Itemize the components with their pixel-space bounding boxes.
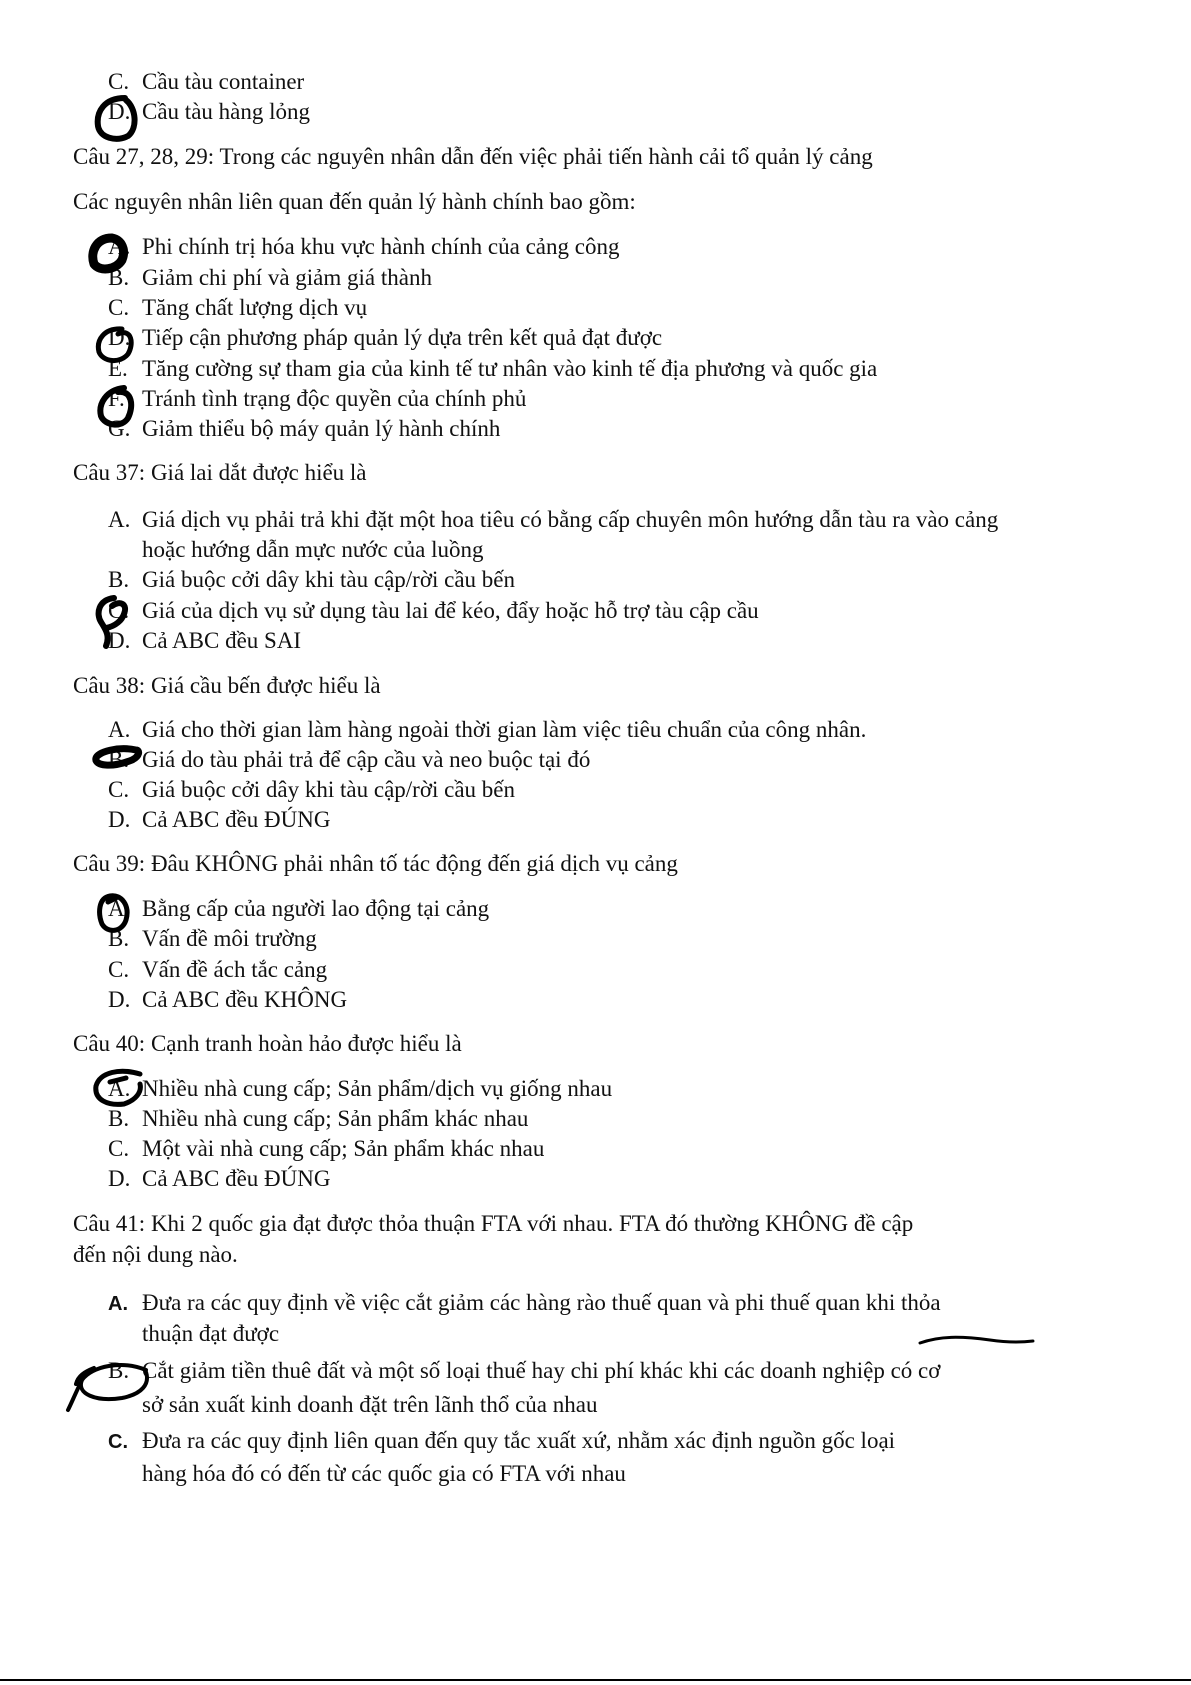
list-item[interactable] [108,806,330,834]
question-title-continued: đến nội dung nào. [73,1242,238,1267]
question-subtitle: Các nguyên nhân liên quan đến quản lý hành chính bao gồm: [73,189,636,214]
option-text: Vấn đề môi trường [142,926,317,951]
option-text: Tăng chất lượng dịch vụ [142,295,368,320]
list-item[interactable] [108,776,515,804]
list-item[interactable] [108,925,317,953]
option-text: Giảm thiểu bộ máy quản lý hành chính [142,416,501,441]
option-text: Tránh tình trạng độc quyền của chính phủ [142,386,527,411]
question-title: Câu 41: Khi 2 quốc gia đạt được thỏa thuận FTA với nhau. FTA đó thường KHÔNG đề cập [73,1211,914,1236]
list-item[interactable] [108,1427,895,1456]
option-label: B. [108,567,130,592]
list-item[interactable] [108,716,866,744]
list-item[interactable] [108,233,619,261]
list-item[interactable] [108,68,304,96]
option-text: Cắt giảm tiền thuê đất và một số loại thuế hay chi phí khác khi các doanh nghiệp có cơ [142,1358,941,1383]
option-text: Giá dịch vụ phải trả khi đặt một hoa tiêu có bằng cấp chuyên môn hướng dẫn tàu ra vào cảng [142,507,999,532]
option-text: Cả ABC đều KHÔNG [142,987,348,1012]
option-text-continued: hoặc hướng dẫn mực nước của luồng [142,537,484,562]
option-text: Tăng cường sự tham gia của kinh tế tư nhân vào kinh tế địa phương và quốc gia [142,356,878,381]
option-label: A. [108,896,131,921]
option-label: C. [108,1431,128,1453]
option-text: Cầu tàu container [142,69,305,94]
option-text: Vấn đề ách tắc cảng [142,957,328,982]
option-label: A. [108,507,131,532]
option-label: A. [108,1076,131,1101]
option-text: Nhiều nhà cung cấp; Sản phẩm khác nhau [142,1106,529,1131]
option-label: A. [108,234,131,259]
option-text: Giá cho thời gian làm hàng ngoài thời gian làm việc tiêu chuẩn của công nhân. [142,717,867,742]
list-item[interactable] [108,1289,941,1318]
option-label: A. [108,717,131,742]
option-text: Cả ABC đều ĐÚNG [142,807,331,832]
list-item[interactable] [108,1105,528,1133]
option-label: F. [108,386,125,411]
list-item[interactable] [108,1135,544,1163]
question-title: Câu 37: Giá lai dắt được hiểu là [73,460,367,485]
list-item[interactable] [108,355,877,383]
option-text: Giá buộc cởi dây khi tàu cập/rời cầu bến [142,777,516,802]
option-text: Giảm chi phí và giảm giá thành [142,265,432,290]
option-label: C. [108,295,130,320]
option-label: D. [108,325,131,350]
option-label: C. [108,69,130,94]
question-title: Câu 27, 28, 29: Trong các nguyên nhân dẫn đến việc phải tiến hành cải tổ quản lý cảng [73,144,873,169]
option-text: Giá của dịch vụ sử dụng tàu lai để kéo, đẩy hoặc hỗ trợ tàu cập cầu [142,598,759,623]
list-item[interactable] [108,385,526,413]
option-text: Một vài nhà cung cấp; Sản phẩm khác nhau [142,1136,545,1161]
option-label: B. [108,926,130,951]
option-label: G. [108,416,131,441]
list-item[interactable] [108,264,432,292]
option-label: C. [108,957,130,982]
option-label: E. [108,356,128,381]
option-text-continued: thuận đạt được [142,1321,280,1346]
option-label: D. [108,628,131,653]
option-label: C. [108,598,130,623]
option-label: A. [108,1293,128,1315]
list-item[interactable] [108,415,500,443]
option-text: Giá buộc cởi dây khi tàu cập/rời cầu bến [142,567,516,592]
list-item[interactable] [108,1075,612,1103]
option-label: D. [108,1166,131,1191]
list-item[interactable] [108,597,759,625]
option-text: Nhiều nhà cung cấp; Sản phẩm/dịch vụ giống nhau [142,1076,613,1101]
list-item[interactable] [108,98,310,126]
list-item[interactable] [108,956,327,984]
option-text: Phi chính trị hóa khu vực hành chính của cảng công [142,234,620,259]
list-item[interactable] [108,895,489,923]
list-item[interactable] [108,506,998,534]
option-text: Cả ABC đều SAI [142,628,302,653]
option-label: B. [108,1106,130,1131]
option-text: Tiếp cận phương pháp quản lý dựa trên kết quả đạt được [142,325,663,350]
list-item[interactable] [108,1357,940,1385]
option-label: C. [108,777,130,802]
option-label: B. [108,1358,130,1383]
list-item[interactable] [108,294,367,322]
question-title: Câu 40: Cạnh tranh hoàn hảo được hiểu là [73,1031,462,1056]
question-title: Câu 39: Đâu KHÔNG phải nhân tố tác động đến giá dịch vụ cảng [73,851,678,876]
option-label: B. [108,747,130,772]
option-text: Cả ABC đều ĐÚNG [142,1166,331,1191]
underline-mark [920,1337,1033,1343]
option-text: Bằng cấp của người lao động tại cảng [142,896,490,921]
page-bottom-rule [0,1679,1191,1681]
option-label: B. [108,265,130,290]
list-item[interactable] [108,746,590,774]
list-item[interactable] [108,566,515,594]
option-text: Giá do tàu phải trả để cập cầu và neo buộc tại đó [142,747,591,772]
option-label: D. [108,99,131,124]
list-item[interactable] [108,1165,330,1193]
list-item[interactable] [108,986,347,1014]
option-text: Đưa ra các quy định về việc cắt giảm các hàng rào thuế quan và phi thuế quan khi thỏa [142,1290,941,1315]
option-label: C. [108,1136,130,1161]
question-title: Câu 38: Giá cầu bến được hiểu là [73,673,381,698]
option-label: D. [108,807,131,832]
option-text-continued: hàng hóa đó có đến từ các quốc gia có FTA với nhau [142,1461,626,1486]
list-item[interactable] [108,627,301,655]
option-text: Cầu tàu hàng lỏng [142,99,310,124]
option-text-continued: sở sản xuất kinh doanh đặt trên lãnh thổ của nhau [142,1392,598,1417]
option-label: D. [108,987,131,1012]
option-text: Đưa ra các quy định liên quan đến quy tắc xuất xứ, nhằm xác định nguồn gốc loại [142,1428,896,1453]
list-item[interactable] [108,324,662,352]
